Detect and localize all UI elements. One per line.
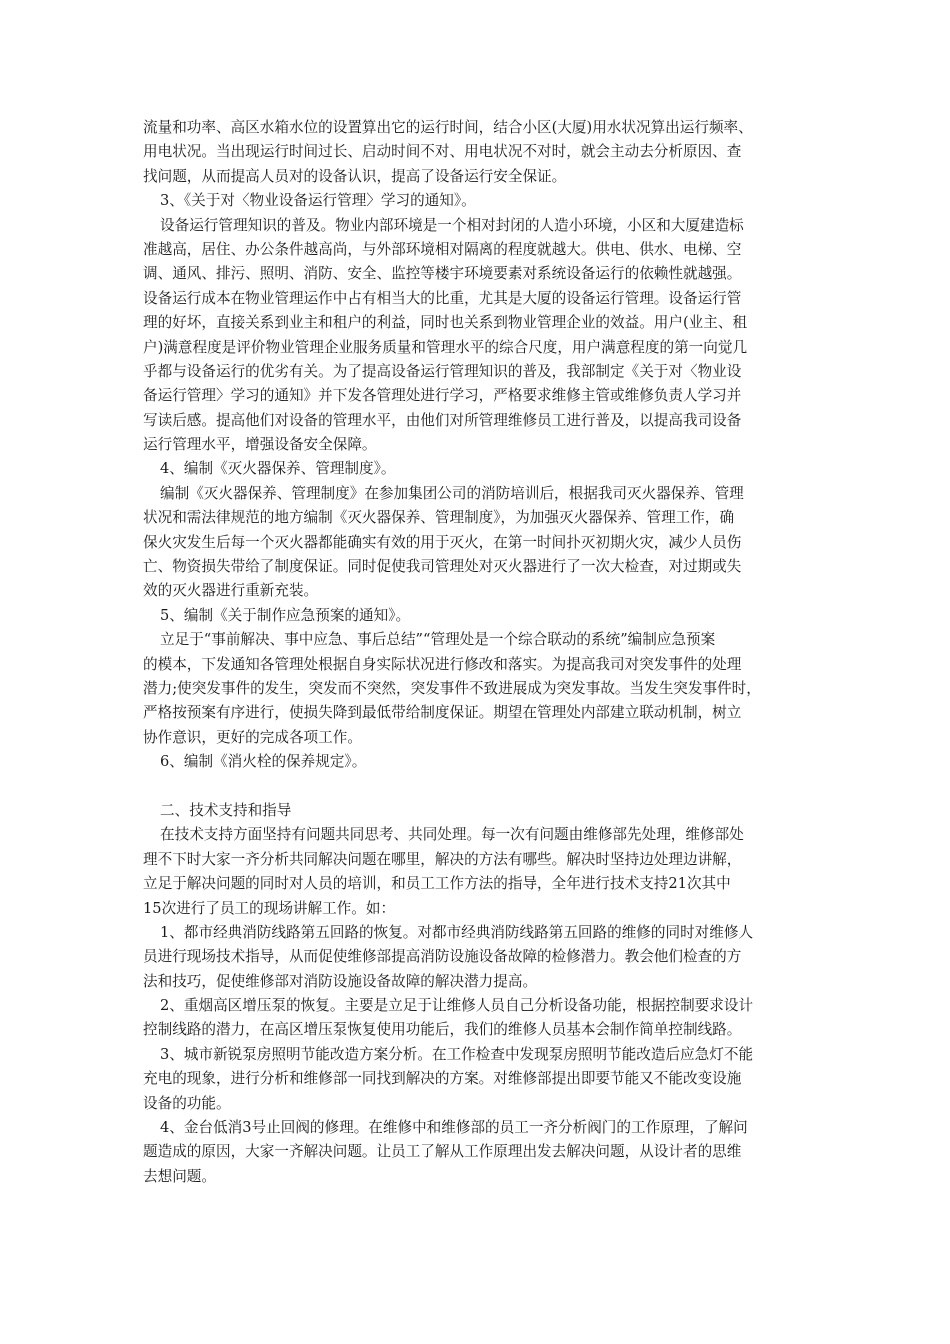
text-line: 1、都市经典消防线路第五回路的恢复。对都市经典消防线路第五回路的维修的同时对维修人 xyxy=(160,923,754,941)
text-line: 题造成的原因，大家一齐解决问题。让员工了解从工作原理出发去解决问题，从设计者的思维 xyxy=(143,1143,742,1161)
paragraph xyxy=(143,1043,815,1116)
text-line: 5、编制《关于制作应急预案的通知》。 xyxy=(160,606,411,624)
text-line: 立足于“事前解决、事中应急、事后总结”“管理处是一个综合联动的系统”编制应急预案 xyxy=(160,631,716,649)
text-line: 设备运行成本在物业管理运作中占有相当大的比重，尤其是大厦的设备运行管理。设备运行管 xyxy=(143,289,742,307)
paragraph xyxy=(143,823,815,921)
paragraph xyxy=(143,921,815,994)
text-line: 2、重烟高区增压泵的恢复。主要是立足于让维修人员自己分析设备功能，根据控制要求设计 xyxy=(160,997,754,1015)
text-line: 协作意识，更好的完成各项工作。 xyxy=(143,728,362,746)
text-line: 潜力;使突发事件的发生，突发而不突然，突发事件不致进展成为突发事故。当发生突发事件时， xyxy=(143,679,761,697)
text-line: 效的灭火器进行重新充装。 xyxy=(143,582,319,600)
paragraph xyxy=(143,214,815,458)
section-heading xyxy=(143,799,815,823)
text-line: 备运行管理〉学习的通知》并下发各管理处进行学习，严格要求维修主管或维修负责人学习并 xyxy=(143,387,742,405)
text-line: 乎都与设备运行的优劣有关。为了提高设备运行管理知识的普及，我部制定《关于对〈物业设 xyxy=(143,362,742,380)
paragraph xyxy=(143,994,815,1043)
text-line: 控制线路的潜力，在高区增压泵恢复使用功能后，我们的维修人员基本会制作简单控制线路。 xyxy=(143,1021,742,1039)
text-line: 运行管理水平，增强设备安全保障。 xyxy=(143,436,377,454)
text-line: 4、金台低消3号止回阀的修理。在维修中和维修部的员工一齐分析阀门的工作原理，了解问 xyxy=(160,1119,748,1137)
text-line: 15次进行了员工的现场讲解工作。如： xyxy=(143,899,396,917)
text-line: 3、《关于对〈物业设备运行管理〉学习的通知》。 xyxy=(160,192,476,210)
paragraph xyxy=(143,628,815,750)
text-line: 准越高，居住、办公条件越高尚，与外部环境相对隔离的程度就越大。供电、供水、电梯、空 xyxy=(143,240,742,258)
list-item xyxy=(143,750,815,774)
text-line: 严格按预案有序进行，使损失降到最低带给制度保证。期望在管理处内部建立联动机制，树立 xyxy=(143,704,742,722)
text-line: 状况和需法律规范的地方编制《灭火器保养、管理制度》，为加强灭火器保养、管理工作，确 xyxy=(143,509,735,527)
text-line: 编制《灭火器保养、管理制度》在参加集团公司的消防培训后，根据我司灭火器保养、管理 xyxy=(160,484,744,502)
document-body xyxy=(143,116,815,1189)
paragraph xyxy=(143,1116,815,1189)
list-item xyxy=(143,604,815,628)
text-line: 6、编制《消火栓的保养规定》。 xyxy=(160,753,367,771)
text-line: 法和技巧，促使维修部对消防设施设备故障的解决潜力提高。 xyxy=(143,972,538,990)
text-line: 写读后感。提高他们对设备的管理水平，由他们对所管理维修员工进行普及，以提高我司设备 xyxy=(143,411,742,429)
list-item xyxy=(143,457,815,481)
text-line: 在技术支持方面坚持有问题共同思考、共同处理。每一次有问题由维修部先处理，维修部处 xyxy=(160,826,744,844)
text-line: 二、技术支持和指导 xyxy=(160,801,292,819)
text-line: 设备运行管理知识的普及。物业内部环境是一个相对封闭的人造小环境，小区和大厦建造标 xyxy=(160,216,744,234)
text-line: 3、城市新锐泵房照明节能改造方案分析。在工作检查中发现泵房照明节能改造后应急灯不能 xyxy=(160,1045,754,1063)
paragraph xyxy=(143,482,815,604)
text-line: 找问题，从而提高人员对的设备认识，提高了设备运行安全保证。 xyxy=(143,167,567,185)
text-line: 充电的现象，进行分析和维修部一同找到解决的方案。对维修部提出即要节能又不能改变设施 xyxy=(143,1070,742,1088)
paragraph xyxy=(143,116,815,189)
text-line: 的模本，下发通知各管理处根据自身实际状况进行修改和落实。为提高我司对突发事件的处理 xyxy=(143,655,742,673)
text-line: 调、通风、排污、照明、消防、安全、监控等楼宇环境要素对系统设备运行的依赖性就越强。 xyxy=(143,265,742,283)
text-line: 保火灾发生后每一个灭火器都能确实有效的用于灭火，在第一时间扑灭初期火灾，减少人员伤 xyxy=(143,533,742,551)
text-line: 用电状况。当出现运行时间过长、启动时间不对、用电状况不对时，就会主动去分析原因、查 xyxy=(143,143,742,161)
text-line: 亡、物资损失带给了制度保证。同时促使我司管理处对灭火器进行了一次大检查，对过期或失 xyxy=(143,558,742,576)
text-line: 立足于解决问题的同时对人员的培训，和员工工作方法的指导，全年进行技术支持21次其中 xyxy=(143,875,731,893)
text-line: 户)满意程度是评价物业管理企业服务质量和管理水平的综合尺度，用户满意程度的第一向觉几 xyxy=(143,338,748,356)
text-line: 流量和功率、高区水箱水位的设置算出它的运行时间，结合小区(大厦)用水状况算出运行频率、 xyxy=(143,119,753,136)
text-line: 理不下时大家一齐分析共同解决问题在哪里，解决的方法有哪些。解决时坚持边处理边讲解， xyxy=(143,850,742,868)
list-item xyxy=(143,189,815,213)
text-line: 设备的功能。 xyxy=(143,1094,231,1112)
text-line: 员进行现场技术指导，从而促使维修部提高消防设施设备故障的检修潜力。教会他们检查的方 xyxy=(143,948,742,966)
text-line: 理的好坏，直接关系到业主和租户的利益，同时也关系到物业管理企业的效益。用户(业主、租 xyxy=(143,314,748,332)
blank-line xyxy=(143,775,815,799)
text-line: 4、编制《灭火器保养、管理制度》。 xyxy=(160,460,396,478)
text-line: 去想问题。 xyxy=(143,1167,216,1185)
